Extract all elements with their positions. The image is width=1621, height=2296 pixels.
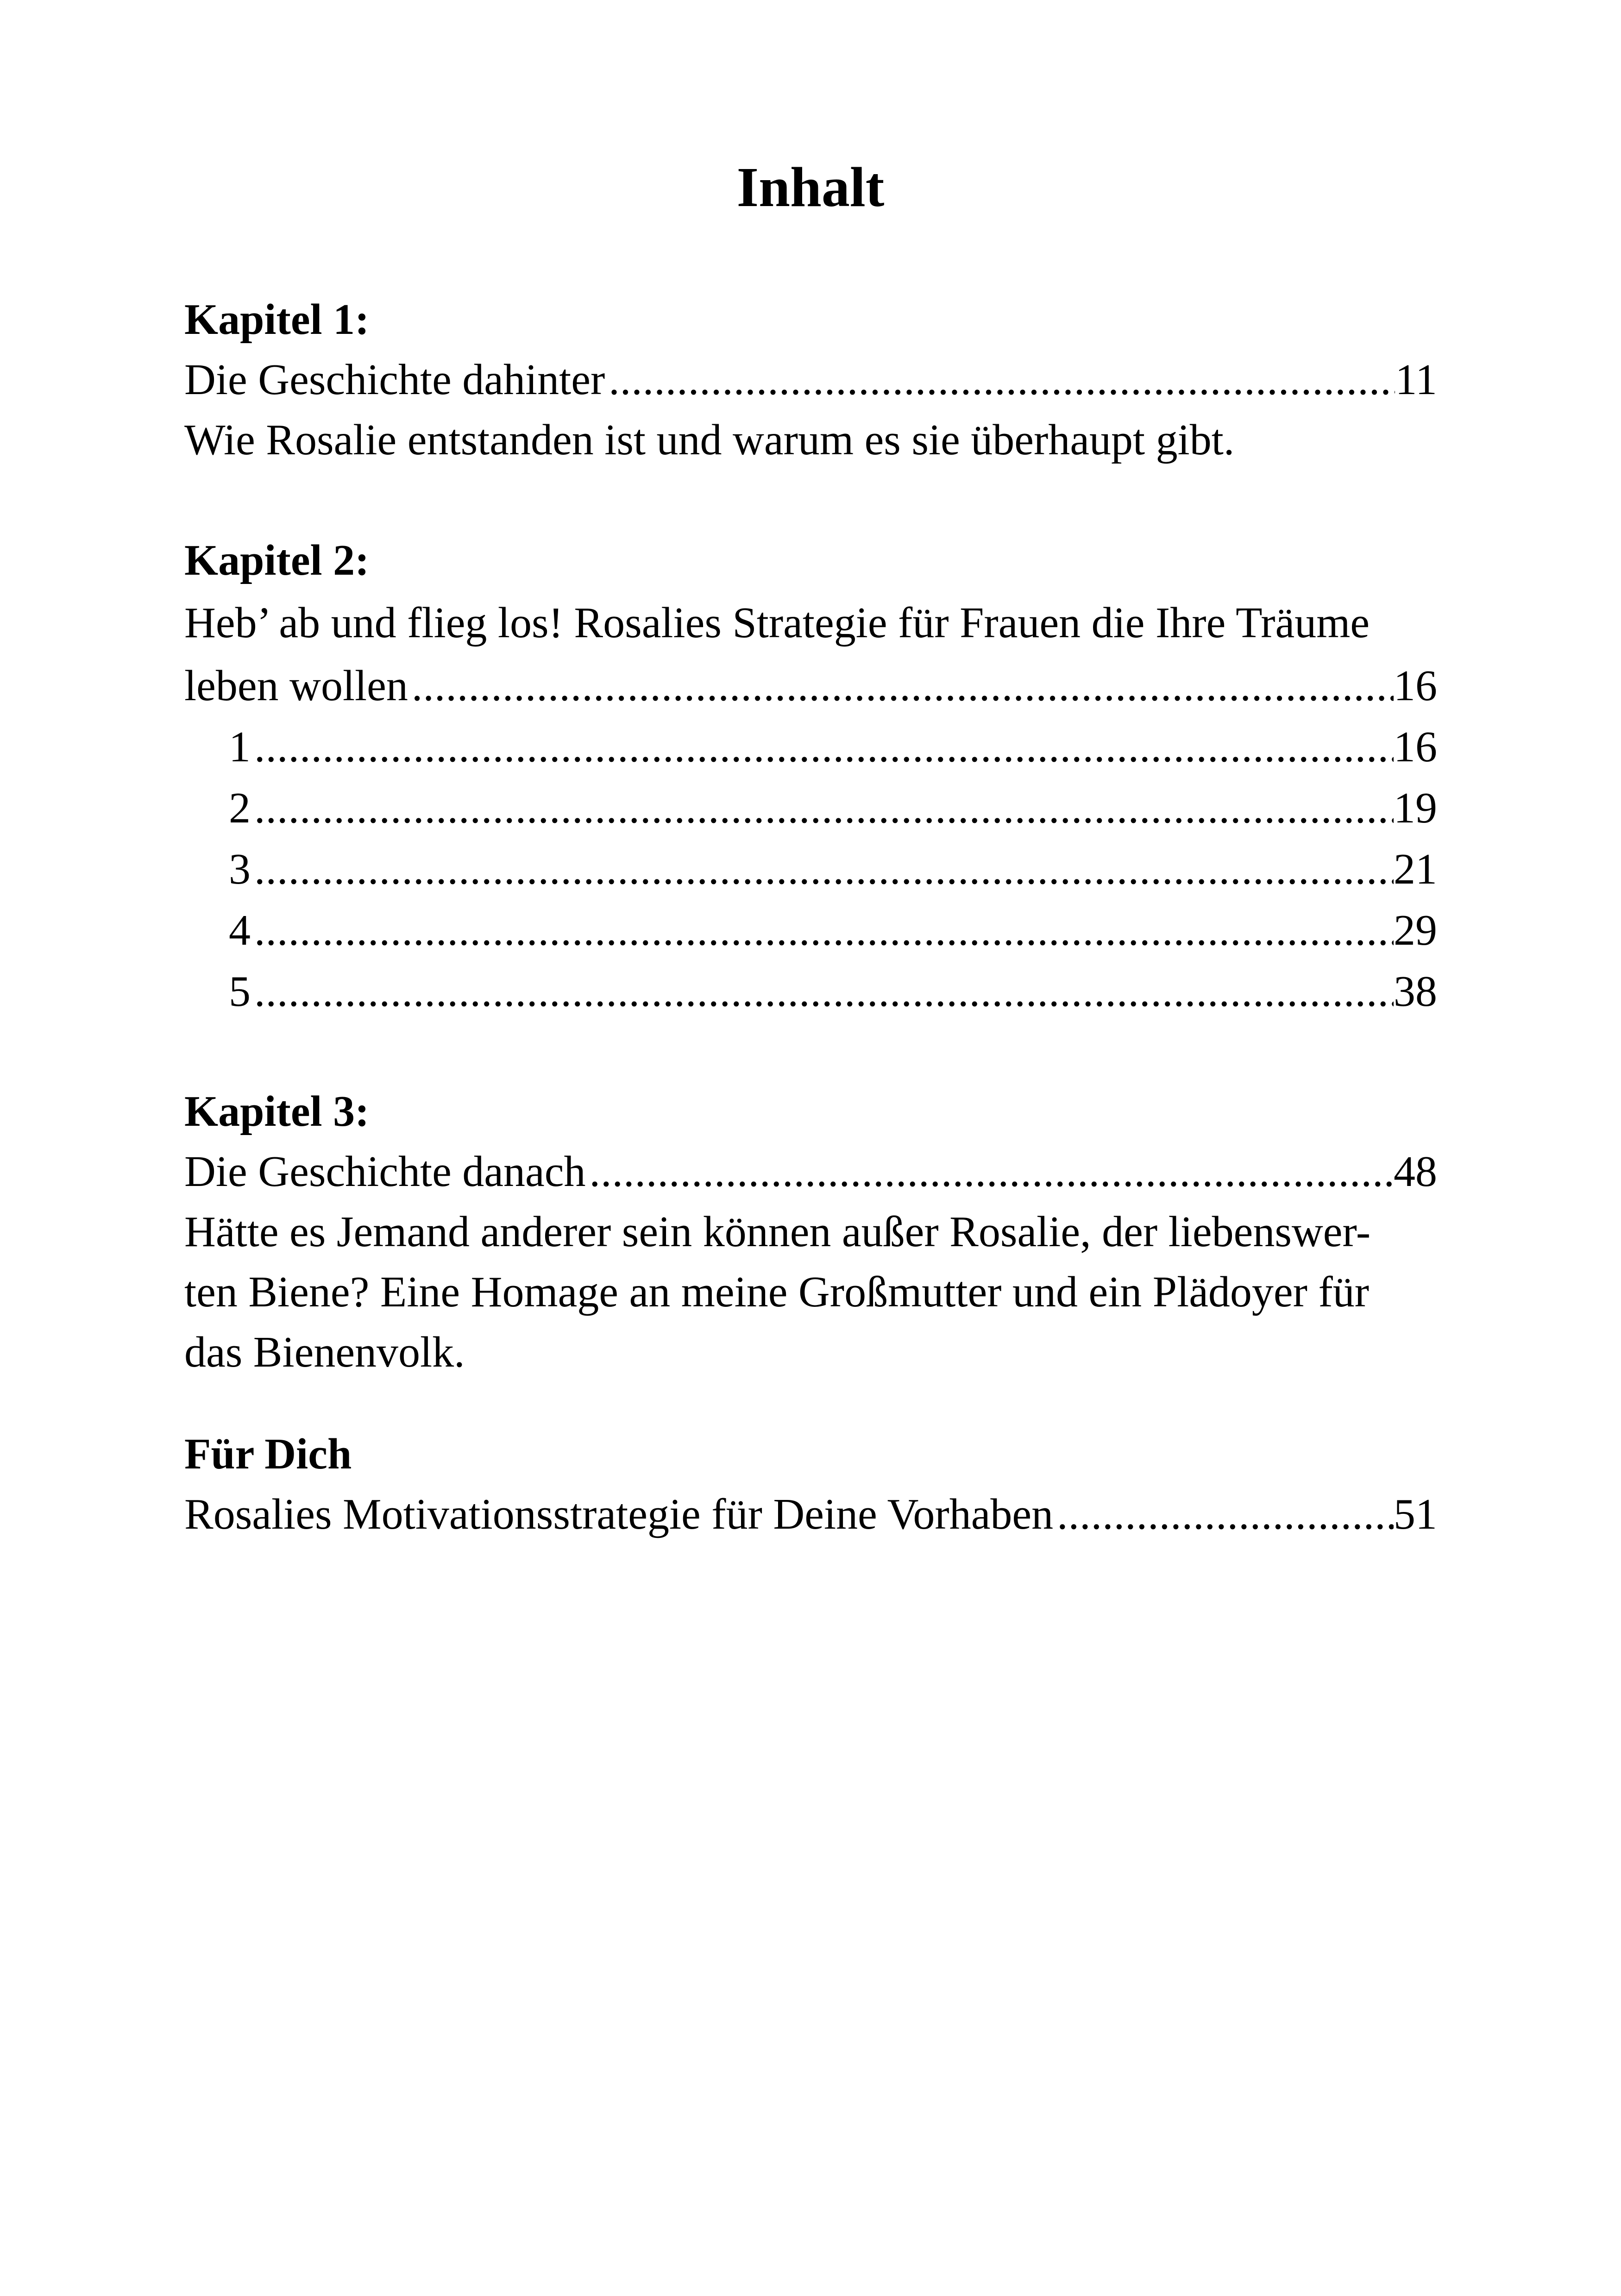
toc-subentry-page: 16 xyxy=(1394,723,1437,771)
dot-leader xyxy=(585,1142,1394,1202)
dot-leader xyxy=(251,961,1394,1022)
toc-entry-for-you[interactable] xyxy=(184,1484,1437,1544)
toc-entry-label: Die Geschichte danach xyxy=(184,1148,586,1196)
toc-subentry-page: 38 xyxy=(1394,967,1437,1016)
dot-leader xyxy=(1053,1484,1394,1544)
toc-entry-chapter-3[interactable] xyxy=(184,1142,1437,1202)
toc-entry-label: Die Geschichte dahinter xyxy=(184,356,605,404)
chapter-3-description-line: das Bienenvolk. xyxy=(184,1328,465,1376)
toc-subentry-page: 29 xyxy=(1394,906,1437,954)
toc-subentry-label: 3 xyxy=(229,845,251,893)
toc-entry-page: 48 xyxy=(1394,1148,1437,1196)
chapter-3-description-line: ten Biene? Eine Homage an meine Großmutter und ein Plädoyer für xyxy=(184,1268,1370,1316)
toc-subentry-label: 5 xyxy=(229,967,251,1016)
toc-subentry[interactable] xyxy=(184,716,1437,778)
dot-leader xyxy=(408,655,1394,716)
toc-entry-page: 51 xyxy=(1394,1490,1437,1538)
chapter-2-title-line: Heb’ ab und flieg los! Rosalies Strategie für Frauen die Ihre Träume xyxy=(184,599,1370,647)
toc-subentry-label: 2 xyxy=(229,784,251,832)
toc-entry-page: 11 xyxy=(1395,356,1437,404)
toc-entry-label: leben wollen xyxy=(184,662,408,710)
chapter-1-description: Wie Rosalie entstanden ist und warum es sie überhaupt gibt. xyxy=(184,416,1235,464)
chapter-2-section xyxy=(184,530,1437,1022)
toc-entry-chapter-2[interactable] xyxy=(184,655,1437,716)
dot-leader xyxy=(605,350,1395,410)
chapter-1-section xyxy=(184,289,1437,470)
toc-subentry[interactable] xyxy=(184,778,1437,839)
chapter-3-section xyxy=(184,1081,1437,1382)
toc-subentry-page: 21 xyxy=(1394,845,1437,893)
chapter-3-description-line: Hätte es Jemand anderer sein können außer Rosalie, der liebenswer- xyxy=(184,1208,1371,1256)
toc-subentry[interactable] xyxy=(184,839,1437,900)
for-you-heading: Für Dich xyxy=(184,1430,352,1478)
page-title: Inhalt xyxy=(736,156,885,219)
dot-leader xyxy=(251,839,1394,900)
toc-subentry[interactable] xyxy=(184,961,1437,1022)
dot-leader xyxy=(251,900,1394,961)
toc-entry-page: 16 xyxy=(1394,662,1437,710)
chapter-3-heading: Kapitel 3: xyxy=(184,1087,370,1135)
dot-leader xyxy=(251,716,1394,778)
toc-entry-label: Rosalies Motivationsstrategie für Deine Vorhaben xyxy=(184,1490,1054,1538)
for-you-section xyxy=(184,1424,1437,1544)
toc-entry-chapter-1[interactable] xyxy=(184,350,1437,410)
toc-subentry-label: 4 xyxy=(229,906,251,954)
dot-leader xyxy=(251,778,1394,839)
toc-subentry[interactable] xyxy=(184,900,1437,961)
chapter-1-heading: Kapitel 1: xyxy=(184,295,370,344)
chapter-2-heading: Kapitel 2: xyxy=(184,536,370,584)
toc-subentry-page: 19 xyxy=(1394,784,1437,832)
toc-subentry-label: 1 xyxy=(229,723,251,771)
